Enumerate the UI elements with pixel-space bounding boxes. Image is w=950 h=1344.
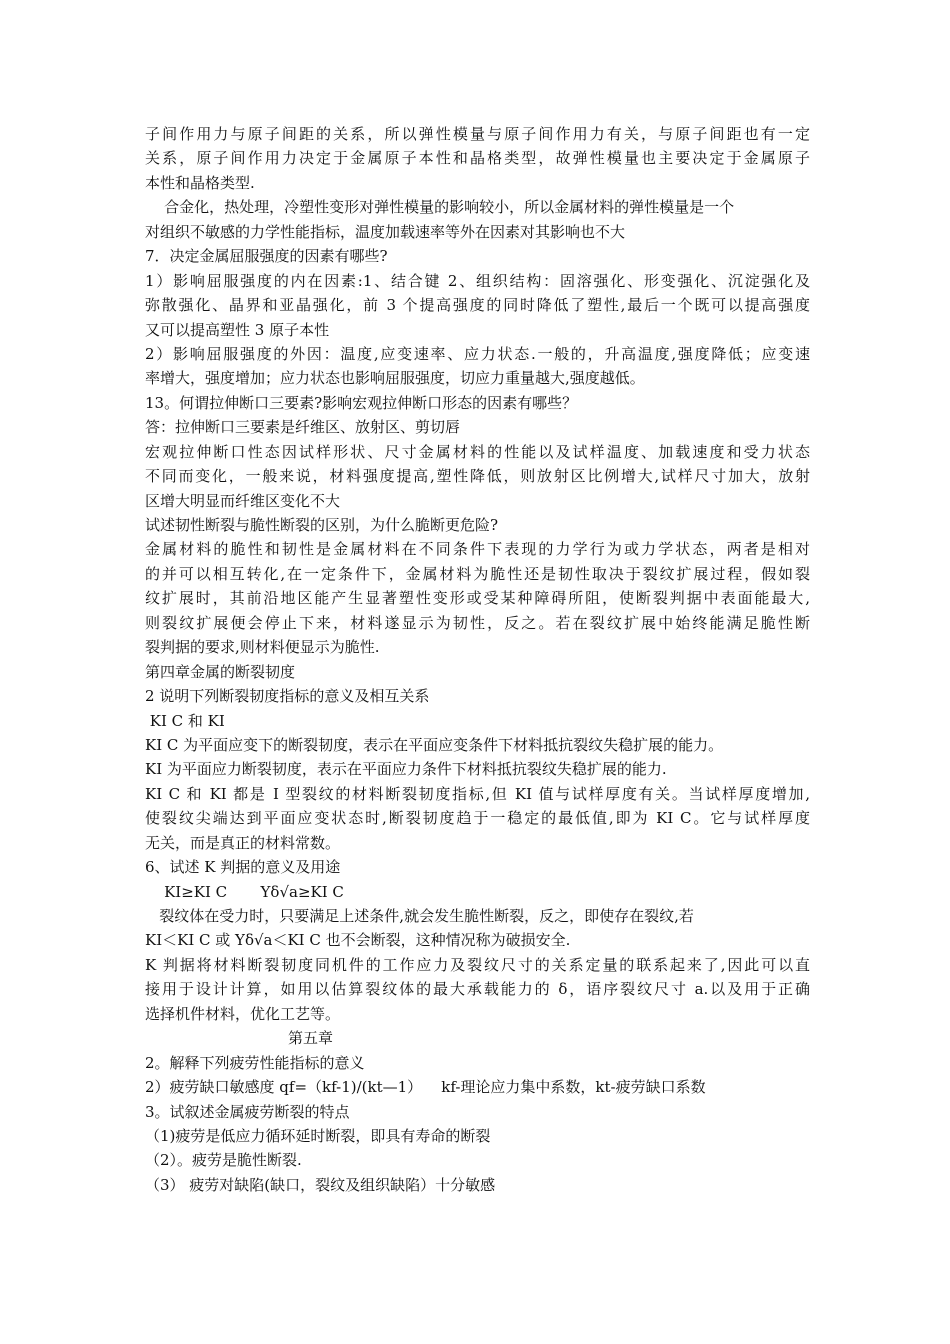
text-line: 弥散强化、晶界和亚晶强化，前 3 个提高强度的同时降低了塑性,最后一个既可以提高强度 <box>145 296 810 315</box>
text-line: 不同而变化，一般来说，材料强度提高,塑性降低，则放射区比例增大,试样尺寸加大，放射 <box>145 467 810 486</box>
text-line: 选择机件材料，优化工艺等。 <box>145 1004 341 1023</box>
text-line: KI C 和 KI <box>145 711 225 730</box>
text-line: 裂判据的要求,则材料便显示为脆性. <box>145 638 380 657</box>
text-line: 7．决定金属屈服强度的因素有哪些? <box>145 247 388 266</box>
text-line: 第四章金属的断裂韧度 <box>145 662 296 681</box>
text-line: 宏观拉伸断口性态因试样形状、尺寸金属材料的性能以及试样温度、加载速度和受力状态 <box>145 442 810 461</box>
text-line: 关系，原子间作用力决定于金属原子本性和晶格类型，故弹性模量也主要决定于金属原子 <box>145 149 810 168</box>
text-line: 区增大明显而纤维区变化不大 <box>145 491 341 510</box>
text-line: KI 为平面应力断裂韧度，表示在平面应力条件下材料抵抗裂纹失稳扩展的能力. <box>145 760 667 779</box>
text-line: KI＜KI C 或 Yδ√a＜KI C 也不会断裂，这种情况称为破损安全. <box>145 931 571 950</box>
text-line: 又可以提高塑性 3 原子本性 <box>145 320 330 339</box>
text-line: 答：拉伸断口三要素是纤维区、放射区、剪切唇 <box>145 418 461 437</box>
text-line: 子间作用力与原子间距的关系，所以弹性模量与原子间作用力有关，与原子间距也有一定 <box>145 125 810 143</box>
text-line: （2）。疲劳是脆性断裂. <box>145 1151 302 1170</box>
text-line: 2）影响屈服强度的外因：温度,应变速率、应力状态.一般的，升高温度,强度降低；应变速 <box>145 344 810 363</box>
text-line: 则裂纹扩展便会停止下来，材料遂显示为韧性，反之。若在裂纹扩展中始终能满足脆性断 <box>145 613 810 632</box>
text-line: 使裂纹尖端达到平面应变状态时,断裂韧度趋于一稳定的最低值,即为 KI C。它与试样厚度 <box>145 809 810 828</box>
text-line: 2。解释下列疲劳性能指标的意义 <box>145 1053 365 1072</box>
text-line: 3。试叙述金属疲劳断裂的特点 <box>145 1102 350 1121</box>
text-line: KI≥KI C Yδ√a≥KI C <box>145 882 344 901</box>
text-line: 裂纹体在受力时，只要满足上述条件,就会发生脆性断裂，反之，即使存在裂纹,若 <box>145 907 694 925</box>
text-line: 1）影响屈服强度的内在因素:1、结合键 2、组织结构：固溶强化、形变强化、沉淀强化及 <box>145 271 810 290</box>
text-line: 第五章 <box>145 1029 334 1048</box>
text-line: 的并可以相互转化,在一定条件下，金属材料为脆性还是韧性取决于裂纹扩展过程，假如裂 <box>145 564 810 583</box>
text-line: 本性和晶格类型. <box>145 173 255 192</box>
document-page <box>145 122 810 1197</box>
text-line: KI C 为平面应变下的断裂韧度，表示在平面应变条件下材料抵抗裂纹失稳扩展的能力。 <box>145 735 724 754</box>
text-line: 试述韧性断裂与脆性断裂的区别，为什么脆断更危险? <box>145 516 499 534</box>
text-line: 2）疲劳缺口敏感度 qf=（kf-1)/(kt—1） kf-理论应力集中系数，kt-疲劳缺口系数 <box>145 1078 706 1097</box>
text-line: 13。何谓拉伸断口三要素?影响宏观拉伸断口形态的因素有哪些？ <box>145 393 578 412</box>
text-line: 2 说明下列断裂韧度指标的意义及相互关系 <box>145 687 430 706</box>
text-line: 合金化，热处理，冷塑性变形对弹性模量的影响较小，所以金属材料的弹性模量是一个 <box>145 198 735 217</box>
text-line: 无关，而是真正的材料常数。 <box>145 833 341 852</box>
text-line: 接用于设计计算，如用以估算裂纹体的最大承载能力的 δ，语序裂纹尺寸 a.以及用于正确 <box>145 980 810 999</box>
text-line: 对组织不敏感的力学性能指标，温度加载速率等外在因素对其影响也不大 <box>145 222 626 241</box>
text-line: 6、试述 K 判据的意义及用途 <box>145 858 341 877</box>
text-line: K 判据将材料断裂韧度同机件的工作应力及裂纹尺寸的关系定量的联系起来了,因此可以直 <box>145 955 810 974</box>
text-line: （3） 疲劳对缺陷(缺口，裂纹及组织缺陷）十分敏感 <box>145 1175 496 1194</box>
text-line: KI C 和 KI 都是 I 型裂纹的材料断裂韧度指标,但 KI 值与试样厚度有关。当试样厚度增加, <box>145 784 810 803</box>
text-line: 纹扩展时，其前沿地区能产生显著塑性变形或受某种障碍所阻，使断裂判据中表面能最大, <box>145 589 810 608</box>
text-line: 金属材料的脆性和韧性是金属材料在不同条件下表现的力学行为或力学状态，两者是相对 <box>145 540 810 559</box>
text-line: （1)疲劳是低应力循环延时断裂，即具有寿命的断裂 <box>145 1126 491 1145</box>
text-line: 率增大，强度增加；应力状态也影响屈服强度，切应力重量越大,强度越低。 <box>145 369 645 388</box>
